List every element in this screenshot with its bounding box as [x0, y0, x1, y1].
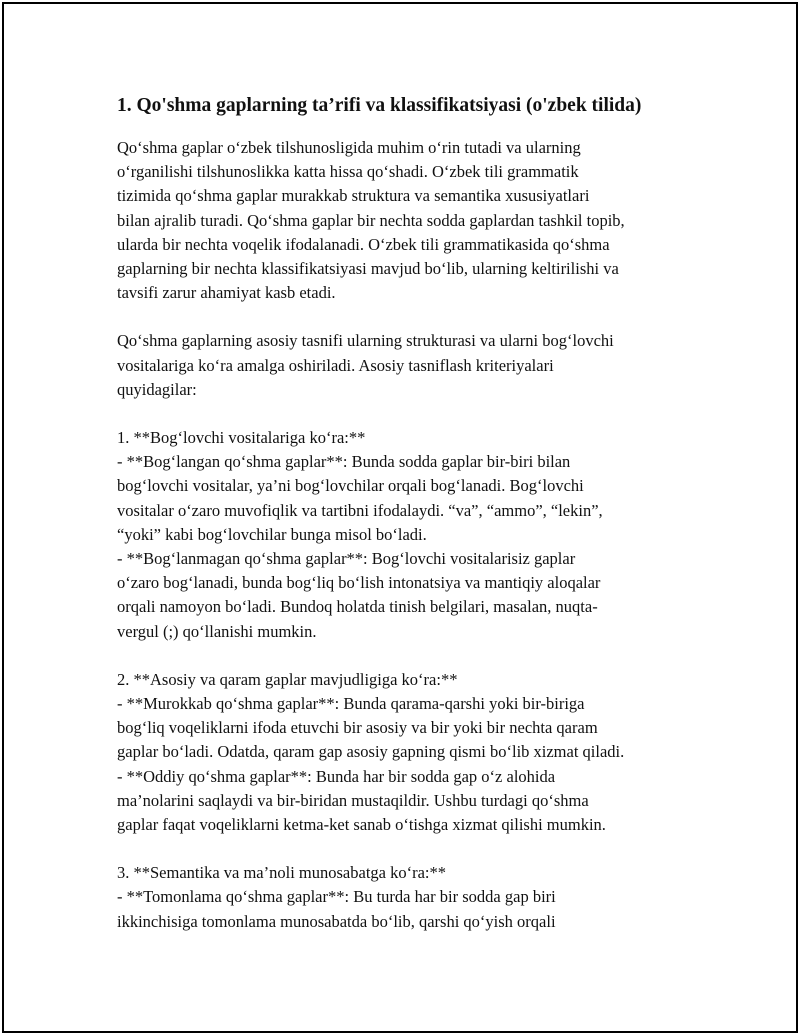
list-section-3: 3. **Semantika va ma’noli munosabatga ko‘ra:** - **Tomonlama qo‘shma gaplar**: Bu turda har bir sodda gap biri ikkinchisiga tomonlama munosabatda bo‘lib, qarshi qo‘yish orqali: [117, 863, 556, 931]
list-section-2: 2. **Asosiy va qaram gaplar mavjudligiga ko‘ra:** - **Murokkab qo‘shma gaplar**: Bunda qarama-qarshi yoki bir-biriga bog‘liq voqeliklarni ifoda etuvchi bir asosiy va bir yoki bir nechta qaram gaplar bo‘ladi. Odatda, qaram gap asosiy gapning qismi bo‘lib xizmat qiladi. - **Oddiy qo‘shma gaplar**: Bunda har bir sodda gap o‘z alohida ma’nolarini saqlaydi va bir-biridan mustaqildir. Ushbu turdagi qo‘shma gaplar faqat voqeliklarni ketma-ket sanab o‘tishga xizmat qilishi mumkin.: [117, 669, 625, 835]
document-body: [117, 92, 697, 934]
paragraph-classification-intro: Qo‘shma gaplarning asosiy tasnifi ularning strukturasi va ularni bog‘lovchi vositalariga ko‘ra amalga oshiriladi. Asosiy tasniflash kriteriyalari quyidagilar:: [117, 331, 614, 399]
list-section-1: 1. **Bog‘lovchi vositalariga ko‘ra:** - **Bog‘langan qo‘shma gaplar**: Bunda sodda gaplar bir-biri bilan bog‘lovchi vositalar, ya’ni bog‘lovchilar orqali bog‘lanadi. Bog‘lovchi vositalar o‘zaro muvofiqlik va tartibni ifodalaydi. “va”, “ammo”, “lekin”, “yoki” kabi bog‘lovchilar bunga misol bo‘ladi. - **Bog‘lanmagan qo‘shma gaplar**: Bog‘lovchi vositalarisiz gaplar o‘zaro bog‘lanadi, bunda bog‘liq bo‘lish intonatsiya va mantiqiy aloqalar orqali namoyon bo‘ladi. Bundoq holatda tinish belgilari, masalan, nuqta- vergul (;) qo‘llanishi mumkin.: [117, 428, 603, 641]
document-title: 1. Qo'shma gaplarning ta’rifi va klassifikatsiyasi (o'zbek tilida): [117, 95, 642, 116]
paragraph-intro: Qo‘shma gaplar o‘zbek tilshunosligida muhim o‘rin tutadi va ularning o‘rganilishi tilshunoslikka katta hissa qo‘shadi. O‘zbek tili grammatik tizimida qo‘shma gaplar murakkab struktura va semantika xususiyatlari bilan ajralib turadi. Qo‘shma gaplar bir nechta sodda gaplardan tashkil topib, ularda bir nechta voqelik ifodalanadi. O‘zbek tili grammatikasida qo‘shma gaplarning bir nechta klassifikatsiyasi mavjud bo‘lib, ularning keltirilishi va tavsifi zarur ahamiyat kasb etadi.: [117, 138, 625, 303]
